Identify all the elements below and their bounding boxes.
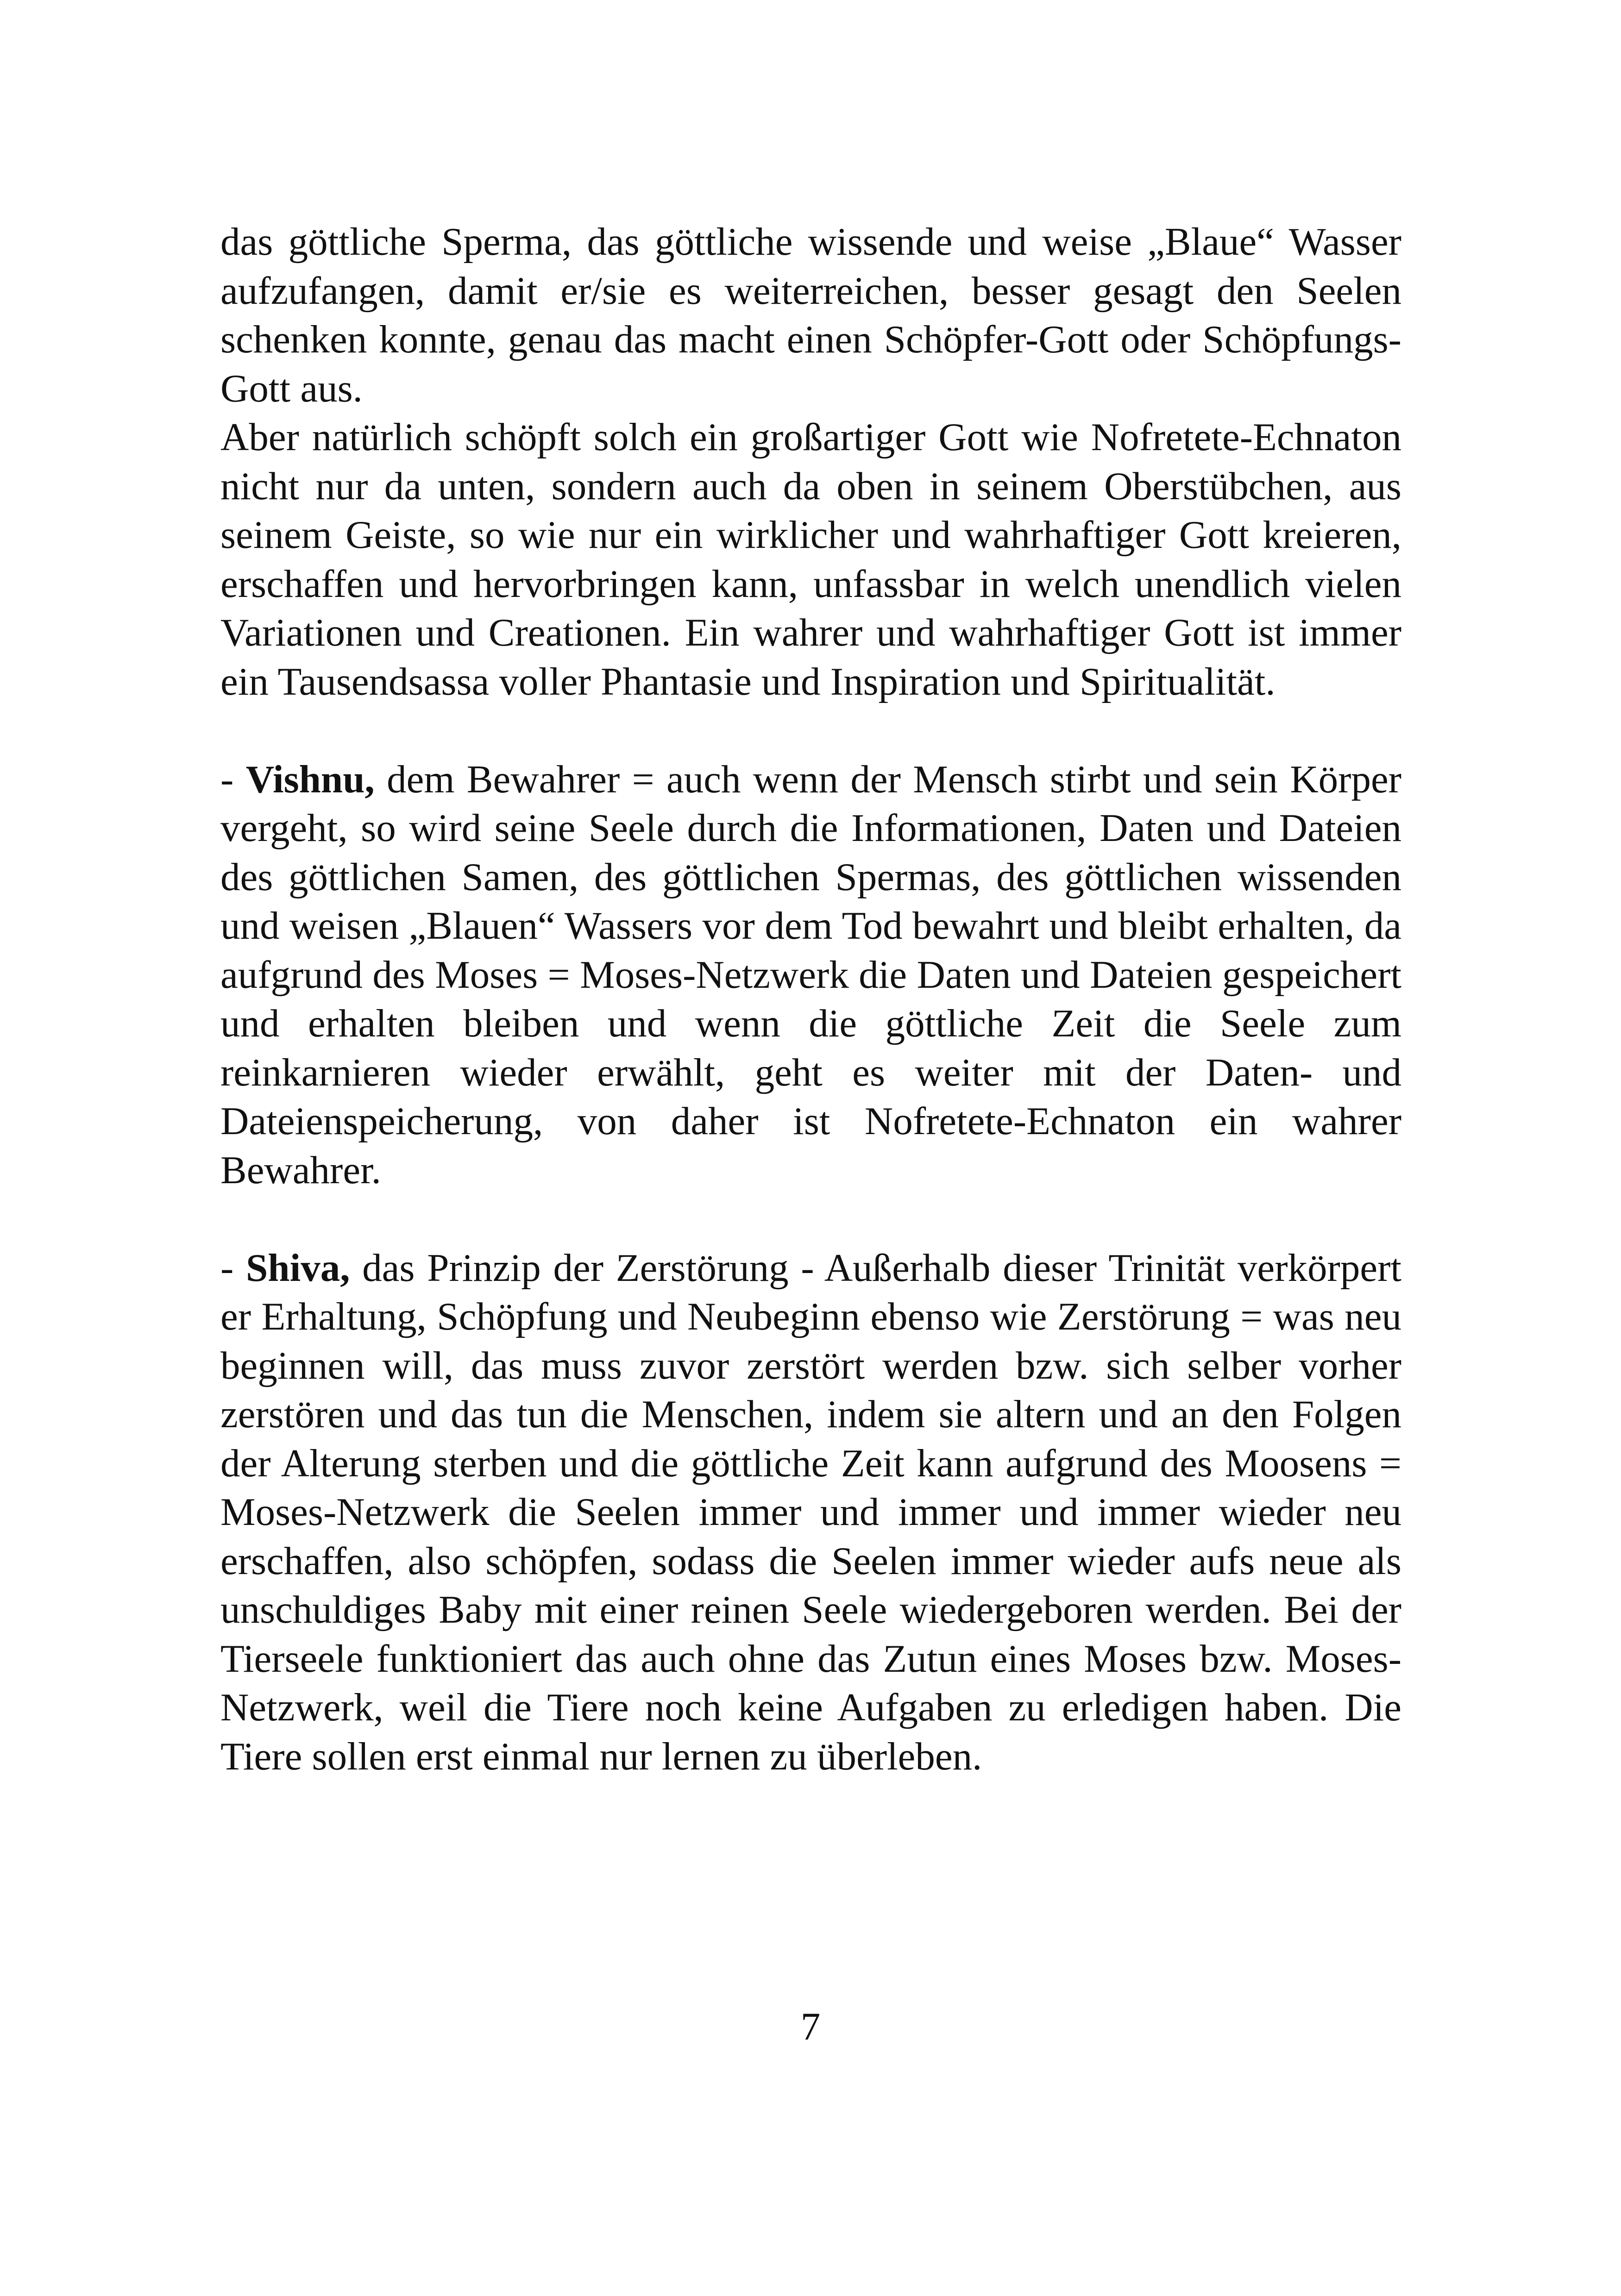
paragraph-text: das göttliche Sperma, das göttliche wissende und weise „Blaue“ Wasser aufzufangen, damit er/sie es weiterreichen, besser gesagt den Seelen schenken konnte, genau das macht einen Schöpfer-Gott oder Schöpfungs-Gott aus. <box>220 220 1401 410</box>
paragraph-vishnu <box>220 755 1401 1195</box>
heading-shiva: Shiva, <box>246 1246 350 1290</box>
list-dash: - <box>220 757 246 801</box>
heading-vishnu: Vishnu, <box>245 757 375 801</box>
text-body <box>220 218 1401 1781</box>
paragraph-text: dem Bewahrer = auch wenn der Mensch stirbt und sein Körper vergeht, so wird seine Seele durch die Informationen, Daten und Dateien des göttlichen Samen, des göttlichen Spermas, des göttlichen wissenden und weisen „Blauen“ Wassers vor dem Tod bewahrt und bleibt erhalten, da aufgrund des Moses = Moses-Netzwerk die Daten und Dateien gespeichert und erhalten bleiben und wenn die göttliche Zeit die Seele zum reinkarnieren wieder erwählt, geht es weiter mit der Daten- und Dateienspeicherung, von daher ist Nofretete-Echnaton ein wahrer Bewahrer. <box>220 757 1401 1192</box>
list-dash: - <box>220 1246 246 1290</box>
paragraph-sperma <box>220 218 1401 413</box>
paragraph-spacer <box>220 706 1401 755</box>
paragraph-shiva <box>220 1244 1401 1782</box>
page-number: 7 <box>800 2005 821 2048</box>
paragraph-text: Aber natürlich schöpft solch ein großartiger Gott wie Nofretete-Echnaton nicht nur da unten, sondern auch da oben in seinem Oberstübchen, aus seinem Geiste, so wie nur ein wirklicher und wahrhaftiger Gott kreieren, erschaffen und hervorbringen kann, unfassbar in welch unendlich vielen Variationen und Creationen. Ein wahrer und wahrhaftiger Gott ist immer ein Tausendsassa voller Phantasie und Inspiration und Spiritualität. <box>220 415 1401 703</box>
paragraph-text: das Prinzip der Zerstörung - Außerhalb dieser Trinität verkörpert er Erhaltung, Schöpfung und Neubeginn ebenso wie Zerstörung = was neu beginnen will, das muss zuvor zerstört werden bzw. sich selber vorher zerstören und das tun die Menschen, indem sie altern und an den Folgen der Alterung sterben und die göttliche Zeit kann aufgrund des Moosens = Moses-Netzwerk die Seelen immer und immer und immer wieder neu erschaffen, also schöpfen, sodass die Seelen immer wieder aufs neue als unschuldiges Baby mit einer reinen Seele wiedergeboren werden. Bei der Tierseele funktioniert das auch ohne das Zutun eines Moses bzw. Moses-Netzwerk, weil die Tiere noch keine Aufgaben zu erledigen haben. Die Tiere sollen erst einmal nur lernen zu überleben. <box>220 1246 1401 1778</box>
paragraph-schoepfung <box>220 413 1401 706</box>
paragraph-spacer <box>220 1195 1401 1244</box>
